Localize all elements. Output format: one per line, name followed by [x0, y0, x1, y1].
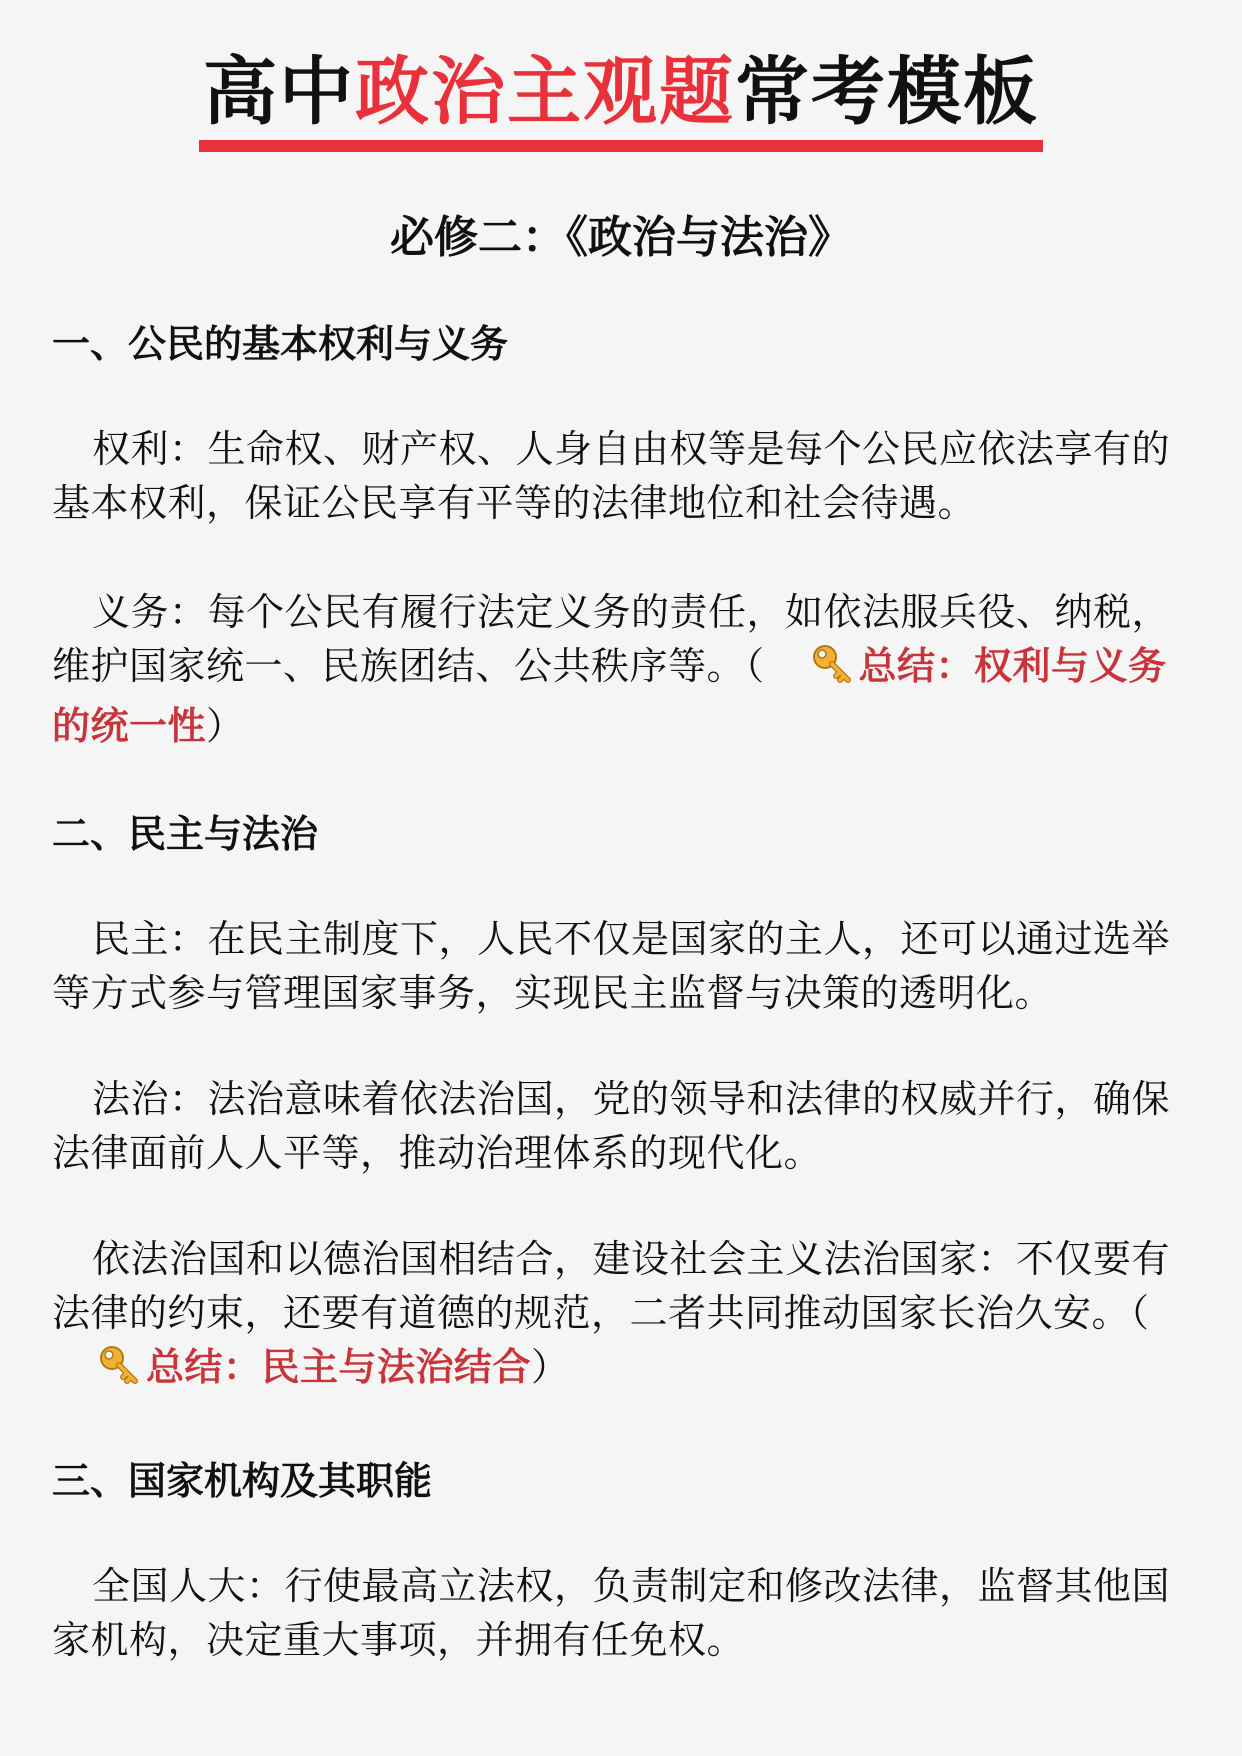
paragraph-rule-of-law: 法治：法治意味着依法治国，党的领导和法律的权威并行，确保法律面前人人平等，推动治理体系的现代化。 [52, 1077, 1171, 1175]
title-part-1: 高中 [203, 49, 355, 135]
section-heading: 一、公民的基本权利与义务 [52, 322, 509, 366]
page-subtitle: 必修二：《政治与法治》 [390, 212, 852, 263]
paragraph-democracy: 民主：在民主制度下，人民不仅是国家的主人，还可以通过选举等方式参与管理国家事务，实现民主监督与决策的透明化。 [52, 917, 1171, 1015]
paragraph-duties [52, 585, 1190, 753]
paragraph-rights: 权利：生命权、财产权、人身自由权等是每个公民应依法享有的基本权利，保证公民享有平等的法律地位和社会待遇。 [52, 427, 1171, 525]
section-heading: 二、民主与法治 [52, 812, 319, 856]
title-underline [199, 140, 1043, 152]
section-heading: 三、国家机构及其职能 [52, 1459, 433, 1503]
paragraph-law-and-virtue [52, 1232, 1190, 1400]
title-area [0, 48, 1242, 136]
paragraph-text: 义务：每个公民有履行法定义务的责任，如依法服兵役、纳税，维护国家统一、民族团结、公共秩序等。（ [52, 590, 1171, 688]
summary-text: 总结：民主与法治结合 [146, 1345, 532, 1389]
paragraph-close: ） [206, 704, 245, 748]
title-part-2: 政治主观题 [355, 49, 735, 135]
paragraph-close: ） [531, 1345, 570, 1389]
page-title [199, 48, 1043, 136]
key-icon [771, 643, 853, 699]
content [52, 318, 1190, 1667]
paragraph-text: 依法治国和以德治国相结合，建设社会主义法治国家：不仅要有法律的约束，还要有道德的规范，二者共同推动国家长治久安。（ [52, 1237, 1171, 1335]
summary-text: 总结：权利与义务的统一性 [52, 644, 1167, 748]
key-icon [58, 1344, 140, 1400]
paragraph-npc: 全国人大：行使最高立法权，负责制定和修改法律，监督其他国家机构，决定重大事项，并拥有任免权。 [52, 1564, 1171, 1662]
title-part-3: 常考模板 [735, 49, 1039, 135]
